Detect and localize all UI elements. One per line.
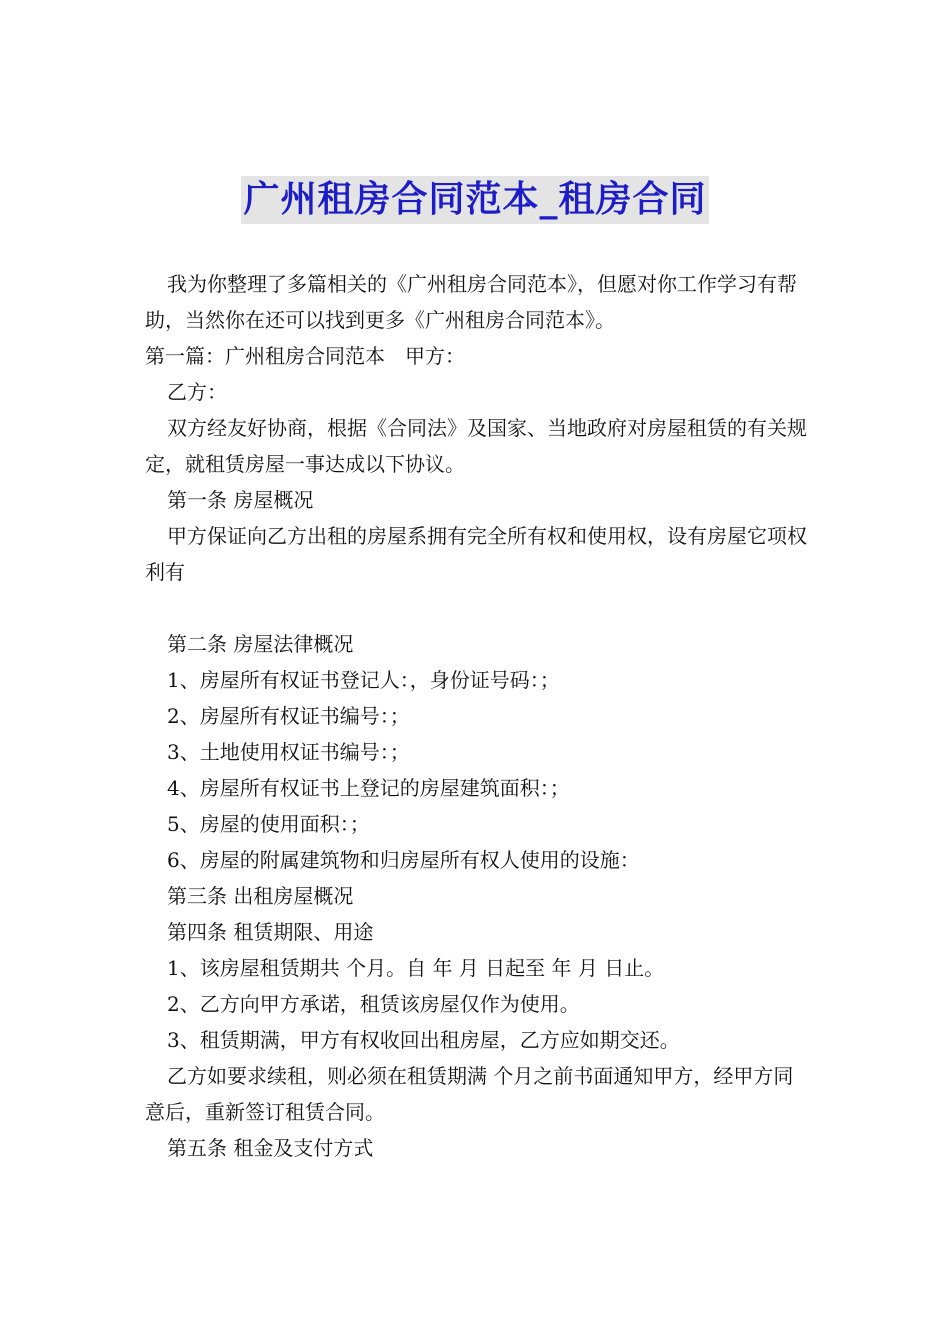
title-wrap bbox=[0, 176, 950, 224]
paragraph: 双方经友好协商，根据《合同法》及国家、当地政府对房屋租赁的有关规定，就租赁房屋一事达成以下协议。 bbox=[145, 416, 807, 476]
paragraph: 第二条 房屋法律概况 bbox=[167, 632, 354, 656]
blank-line bbox=[145, 590, 810, 626]
paragraph: 6、房屋的附属建筑物和归房屋所有权人使用的设施： bbox=[167, 848, 640, 872]
paragraph: 第一条 房屋概况 bbox=[167, 488, 314, 512]
paragraph: 第四条 租赁期限、用途 bbox=[167, 920, 374, 944]
paragraph: 2、乙方向甲方承诺，租赁该房屋仅作为使用。 bbox=[167, 992, 580, 1016]
paragraph: 乙方： bbox=[167, 380, 227, 404]
paragraph: 2、房屋所有权证书编号：； bbox=[167, 704, 410, 728]
paragraph: 3、土地使用权证书编号：； bbox=[167, 740, 410, 764]
paragraph: 甲方保证向乙方出租的房屋系拥有完全所有权和使用权，设有房屋它项权利有 bbox=[145, 524, 807, 584]
paragraph: 1、该房屋租赁期共 个月。自 年 月 日起至 年 月 日止。 bbox=[167, 956, 665, 980]
paragraph: 5、房屋的使用面积：； bbox=[167, 812, 370, 836]
paragraph: 第一篇：广州租房合同范本 甲方： bbox=[145, 344, 465, 368]
paragraph: 我为你整理了多篇相关的《广州租房合同范本》，但愿对你工作学习有帮助，当然你在还可以找到更多《广州租房合同范本》。 bbox=[145, 272, 797, 332]
paragraph: 第三条 出租房屋概况 bbox=[167, 884, 354, 908]
document-body bbox=[145, 266, 810, 1166]
paragraph: 4、房屋所有权证书上登记的房屋建筑面积：； bbox=[167, 776, 570, 800]
paragraph: 乙方如要求续租，则必须在租赁期满 个月之前书面通知甲方，经甲方同意后，重新签订租赁合同。 bbox=[145, 1064, 794, 1124]
document-title: 广州租房合同范本_租房合同 bbox=[241, 176, 708, 224]
paragraph: 第五条 租金及支付方式 bbox=[167, 1136, 374, 1160]
paragraph: 3、租赁期满，甲方有权收回出租房屋，乙方应如期交还。 bbox=[167, 1028, 680, 1052]
paragraph: 1、房屋所有权证书登记人：，身份证号码：； bbox=[167, 668, 560, 692]
